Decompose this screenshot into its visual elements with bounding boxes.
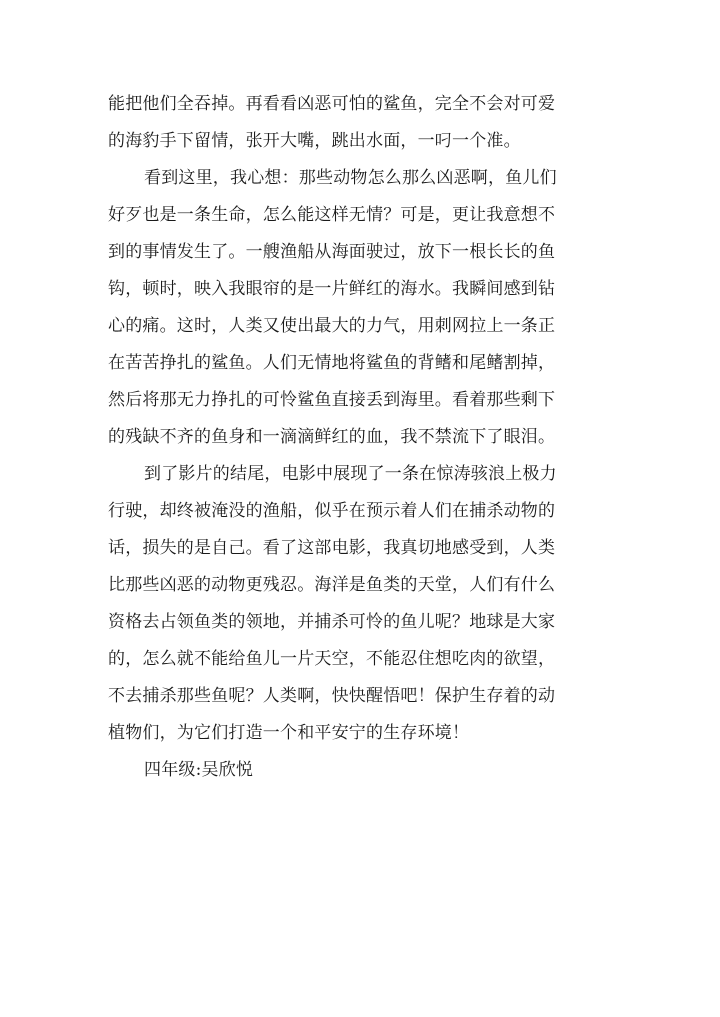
- paragraph-start-line: 到了影片的结尾，电影中展现了一条在惊涛骇浪上极力: [144, 464, 557, 484]
- text-line: 话，损失的是自己。看了这部电影，我真切地感受到，人类: [108, 538, 556, 558]
- text-line: 好歹也是一条生命，怎么能这样无情？可是，更让我意想不: [108, 205, 556, 225]
- text-line: 能把他们全吞掉。再看看凶恶可怕的鲨鱼，完全不会对可爱: [108, 94, 556, 114]
- text-line: 的海豹手下留情，张开大嘴，跳出水面，一叼一个准。: [108, 131, 521, 151]
- text-line: 比那些凶恶的动物更残忍。海洋是鱼类的天堂，人们有什么: [108, 575, 556, 595]
- text-line: 在苦苦挣扎的鲨鱼。人们无情地将鲨鱼的背鳍和尾鳍割掉，: [108, 353, 556, 373]
- text-line: 到的事情发生了。一艘渔船从海面驶过，放下一根长长的鱼: [108, 242, 556, 262]
- text-line: 然后将那无力挣扎的可怜鲨鱼直接丢到海里。看着那些剩下: [108, 390, 556, 410]
- text-line: 的残缺不齐的鱼身和一滴滴鲜红的血，我不禁流下了眼泪。: [108, 427, 556, 447]
- text-line: 的，怎么就不能给鱼儿一片天空，不能忍住想吃肉的欲望，: [108, 649, 556, 669]
- paragraph-start-line: 看到这里，我心想：那些动物怎么那么凶恶啊，鱼儿们: [144, 168, 557, 188]
- text-line: 心的痛。这时，人类又使出最大的力气，用刺网拉上一条正: [108, 316, 556, 336]
- text-line: 不去捕杀那些鱼呢？人类啊，快快醒悟吧！保护生存着的动: [108, 686, 556, 706]
- text-line: 行驶，却终被淹没的渔船，似乎在预示着人们在捕杀动物的: [108, 501, 556, 521]
- text-line: 植物们，为它们打造一个和平安宁的生存环境！: [108, 723, 470, 743]
- author-signature: 四年级:吴欣悦: [144, 760, 254, 780]
- text-line: 资格去占领鱼类的领地，并捕杀可怜的鱼儿呢？地球是大家: [108, 612, 556, 632]
- essay-body: [108, 86, 614, 789]
- text-line: 钩，顿时，映入我眼帘的是一片鲜红的海水。我瞬间感到钻: [108, 279, 556, 299]
